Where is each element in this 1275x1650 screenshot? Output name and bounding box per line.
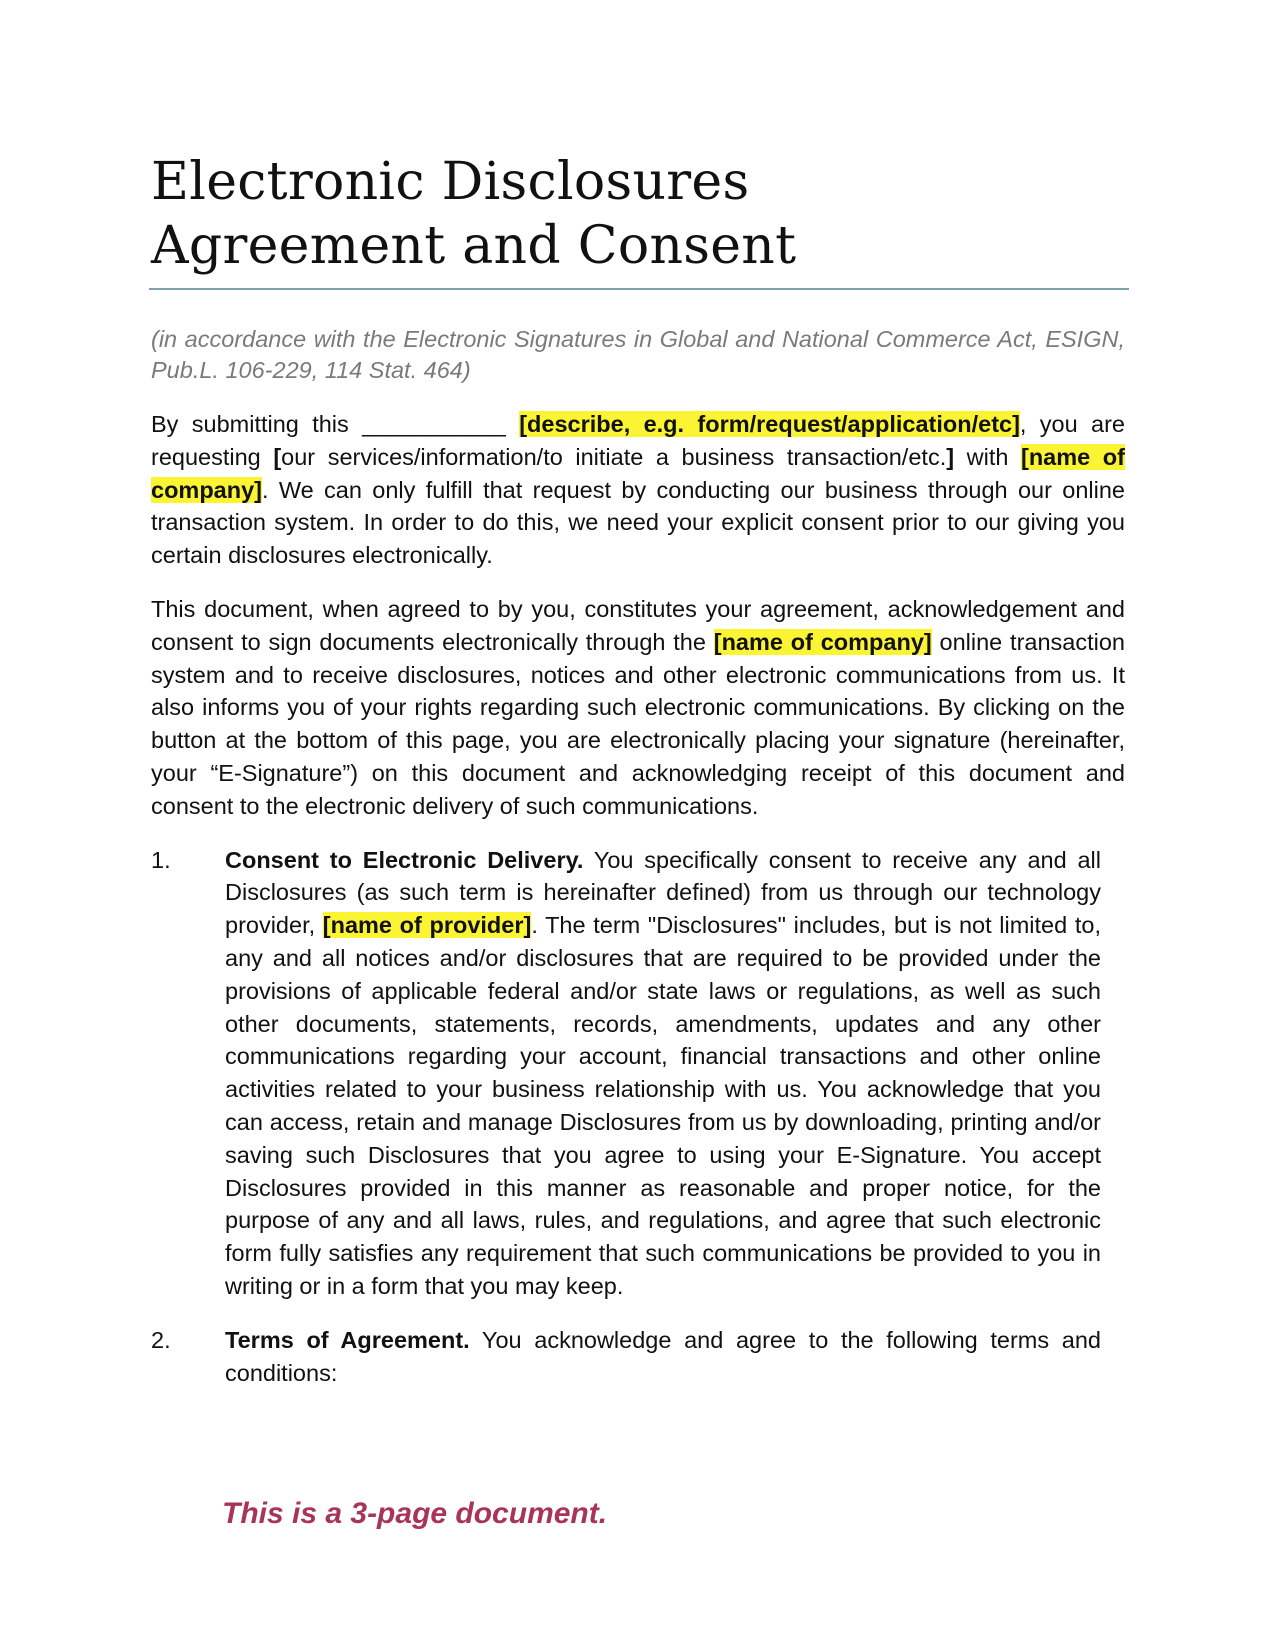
item-heading: Terms of Agreement. — [225, 1326, 470, 1353]
page-count-note: This is a 3-page document. — [222, 1497, 608, 1530]
item-heading: Consent to Electronic Delivery. — [225, 846, 584, 873]
text: online transaction system and to receive disclosures, notices and other electronic communications from us. It also informs you of your rights regarding such electronic communications. By clicking on the button at the bottom of this page, you are electronically placing your signature (hereinafter, your “E-Signature”) on this document and acknowledging receipt of this document and consent to the electronic delivery of such communications. — [151, 628, 1125, 819]
text: . The term "Disclosures" includes, but is not limited to, any and all notices and/or disclosures that are required to be provided under the provisions of applicable federal and/or state laws or regulations, as well as such other documents, statements, records, amendments, updates and any other communications regarding your account, financial transactions and other online activities related to your business relationship with us. You acknowledge that you can access, retain and manage Disclosures from us by downloading, printing and/or saving such Disclosures that you agree to using your E-Signature. You accept Disclosures provided in this manner as reasonable and proper notice, for the purpose of any and all laws, rules, and regulations, and agree that such electronic form fully satisfies any requirement that such communications be provided to you in writing or in a form that you may keep. — [225, 912, 1101, 1299]
agreement-paragraph — [151, 593, 1125, 823]
numbered-list — [151, 844, 1125, 1390]
document-page — [151, 150, 1125, 1410]
bracket: [ — [273, 443, 282, 470]
item-number: 2. — [151, 1326, 171, 1353]
text: with — [954, 443, 1021, 470]
intro-paragraph — [151, 408, 1125, 572]
item-text — [225, 1324, 1101, 1390]
text: You specifically consent to receive any and all Disclosures (as such term is hereinafter defined) from us through our technology provider, — [225, 846, 1101, 939]
placeholder-highlight: [describe, e.g. form/request/application/etc] — [519, 411, 1020, 437]
text: , you are requesting — [151, 411, 1125, 470]
text: . We can only fulfill that request by conducting our business through our online transaction system. In order to do this, we need your explicit consent prior to our giving you certain disclosures electronically. — [151, 476, 1125, 569]
placeholder-highlight: [name of company] — [151, 443, 1125, 503]
text: By submitting this ___________ — [151, 411, 520, 437]
placeholder-highlight: [name of company] — [713, 628, 932, 655]
title-line-1: Electronic Disclosures — [151, 152, 750, 212]
list-item — [151, 1324, 1125, 1390]
title-divider — [149, 288, 1129, 290]
list-item — [151, 844, 1125, 1303]
bracket: ] — [946, 443, 955, 470]
item-number: 1. — [151, 846, 171, 873]
title-line-2: Agreement and Consent — [151, 216, 797, 276]
item-text — [225, 844, 1101, 1303]
text: our services/information/to initiate a business transaction/etc. — [281, 443, 947, 470]
placeholder-highlight: [name of provider] — [322, 912, 532, 939]
subtitle: (in accordance with the Electronic Signatures in Global and National Commerce Act, ESIGN, Pub.L. 106-229, 114 Stat. 464) — [151, 326, 1125, 383]
text: You acknowledge and agree to the following terms and conditions: — [225, 1326, 1101, 1386]
document-title — [151, 150, 1125, 278]
text: This document, when agreed to by you, constitutes your agreement, acknowledgement and consent to sign documents electronically through the — [151, 595, 1125, 655]
